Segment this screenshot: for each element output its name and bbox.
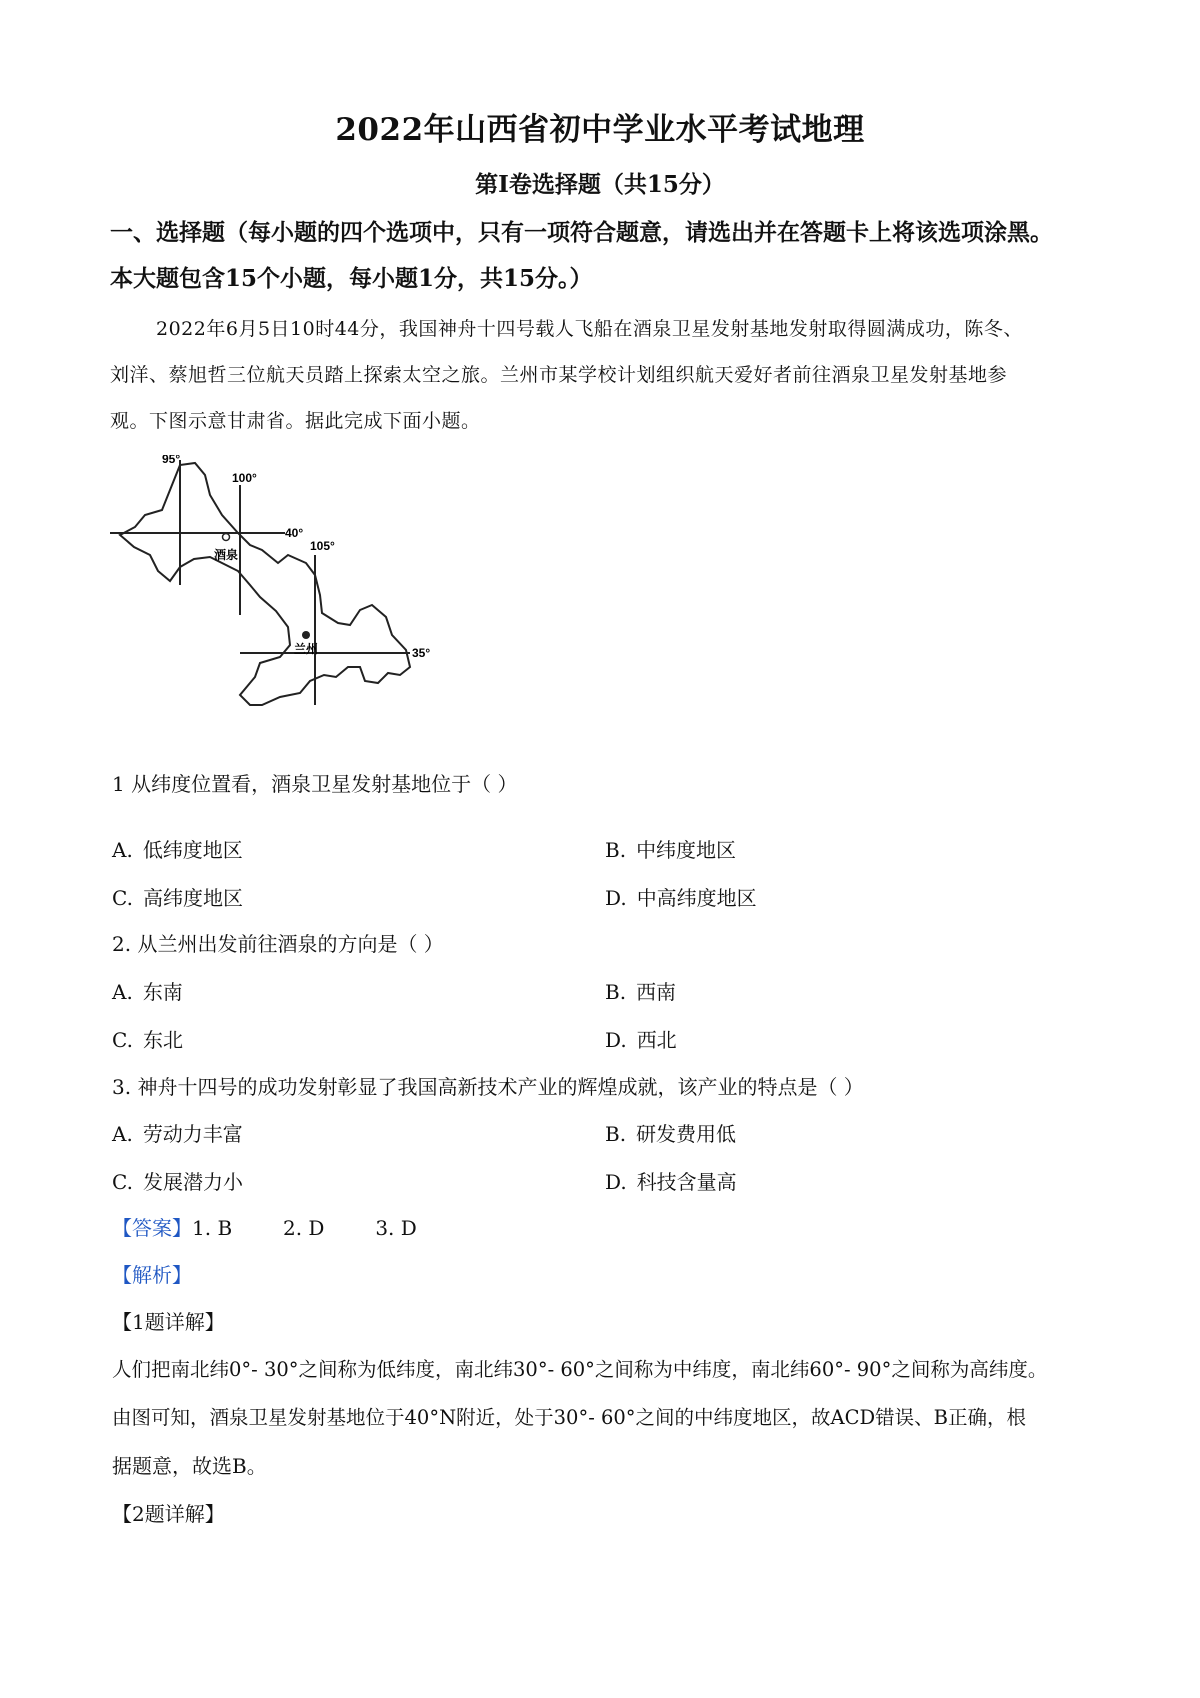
answer-values: 1. B 2. D 3. D bbox=[192, 1216, 417, 1240]
label-jiuquan: 酒泉 bbox=[214, 548, 239, 562]
answer-line bbox=[112, 1212, 417, 1241]
option-text: 高纬度地区 bbox=[142, 886, 243, 910]
option-text: 发展潜力小 bbox=[142, 1170, 243, 1194]
gansu-outline bbox=[120, 463, 410, 705]
option-label: D. bbox=[605, 1028, 627, 1052]
question-3-option-c bbox=[112, 1166, 243, 1195]
gansu-map bbox=[110, 455, 470, 735]
option-label: B. bbox=[605, 980, 627, 1004]
option-text: 科技含量高 bbox=[636, 1170, 737, 1194]
option-label: A. bbox=[112, 1122, 133, 1146]
option-label: C. bbox=[112, 1170, 133, 1194]
question-1-option-c bbox=[112, 882, 243, 911]
intro-line-2: 刘洋、蔡旭哲三位航天员踏上探索太空之旅。兰州市某学校计划组织航天爱好者前往酒泉卫星发射基地参 bbox=[110, 364, 1008, 386]
question-1-option-b bbox=[605, 834, 736, 863]
option-text: 西南 bbox=[636, 980, 677, 1004]
option-label: B. bbox=[605, 1122, 627, 1146]
label-lon95: 95° bbox=[162, 455, 181, 466]
option-label: D. bbox=[605, 1170, 627, 1194]
jiuquan-marker bbox=[223, 534, 230, 541]
q1-detail-heading: 【1题详解】 bbox=[112, 1310, 225, 1334]
q1-detail-line-1: 人们把南北纬0°- 30°之间称为低纬度，南北纬30°- 60°之间称为中纬度，南北纬60°- 90°之间称为高纬度。 bbox=[112, 1358, 1048, 1381]
label-lanzhou: 兰州 bbox=[294, 642, 319, 656]
option-label: C. bbox=[112, 1028, 133, 1052]
q2-detail-heading: 【2题详解】 bbox=[112, 1502, 225, 1526]
option-text: 东南 bbox=[142, 980, 183, 1004]
option-text: 东北 bbox=[142, 1028, 183, 1052]
question-1-stem: 1 从纬度位置看，酒泉卫星发射基地位于（ ） bbox=[112, 772, 518, 796]
option-label: A. bbox=[112, 838, 133, 862]
q1-detail-line-3: 据题意，故选B。 bbox=[112, 1454, 267, 1478]
intro-line-1: 2022年6月5日10时44分，我国神舟十四号载人飞船在酒泉卫星发射基地发射取得圆满成功，陈冬、 bbox=[156, 318, 1023, 340]
option-label: A. bbox=[112, 980, 133, 1004]
option-label: D. bbox=[605, 886, 627, 910]
intro-line-3: 观。下图示意甘肃省。据此完成下面小题。 bbox=[110, 410, 481, 432]
option-text: 中高纬度地区 bbox=[636, 886, 757, 910]
option-text: 劳动力丰富 bbox=[142, 1122, 243, 1146]
answer-tag: 【答案】 bbox=[112, 1216, 192, 1240]
instruction-line-1: 一、选择题（每小题的四个选项中，只有一项符合题意，请选出并在答题卡上将该选项涂黑。 bbox=[110, 219, 1053, 246]
label-lat40: 40° bbox=[285, 526, 304, 540]
question-2-stem: 2. 从兰州出发前往酒泉的方向是（ ） bbox=[112, 932, 444, 956]
question-1-option-d bbox=[605, 882, 757, 911]
question-3-option-b bbox=[605, 1118, 736, 1147]
question-2-option-b bbox=[605, 976, 676, 1005]
label-lon105: 105° bbox=[310, 539, 335, 553]
option-text: 中纬度地区 bbox=[636, 838, 737, 862]
question-1-option-a bbox=[112, 834, 243, 863]
instruction-line-2: 本大题包含15个小题，每小题1分，共15分。） bbox=[110, 265, 593, 292]
option-text: 研发费用低 bbox=[636, 1122, 737, 1146]
question-2-option-a bbox=[112, 976, 183, 1005]
option-label: C. bbox=[112, 886, 133, 910]
question-2-option-c bbox=[112, 1024, 183, 1053]
page-title: 2022年山西省初中学业水平考试地理 bbox=[335, 112, 865, 148]
q1-detail-line-2: 由图可知，酒泉卫星发射基地位于40°N附近，处于30°- 60°之间的中纬度地区，故ACD错误、B正确，根 bbox=[112, 1406, 1027, 1429]
option-text: 低纬度地区 bbox=[142, 838, 243, 862]
question-2-option-d bbox=[605, 1024, 677, 1053]
option-label: B. bbox=[605, 838, 627, 862]
question-3-option-d bbox=[605, 1166, 737, 1195]
lanzhou-marker bbox=[302, 631, 310, 639]
section-subtitle: 第Ⅰ卷选择题（共15分） bbox=[475, 171, 725, 198]
label-lat35: 35° bbox=[412, 646, 431, 660]
option-text: 西北 bbox=[636, 1028, 677, 1052]
label-lon100: 100° bbox=[232, 471, 257, 485]
question-3-option-a bbox=[112, 1118, 243, 1147]
question-3-stem: 3. 神舟十四号的成功发射彰显了我国高新技术产业的辉煌成就，该产业的特点是（ ） bbox=[112, 1075, 864, 1099]
analysis-tag: 【解析】 bbox=[112, 1263, 192, 1287]
